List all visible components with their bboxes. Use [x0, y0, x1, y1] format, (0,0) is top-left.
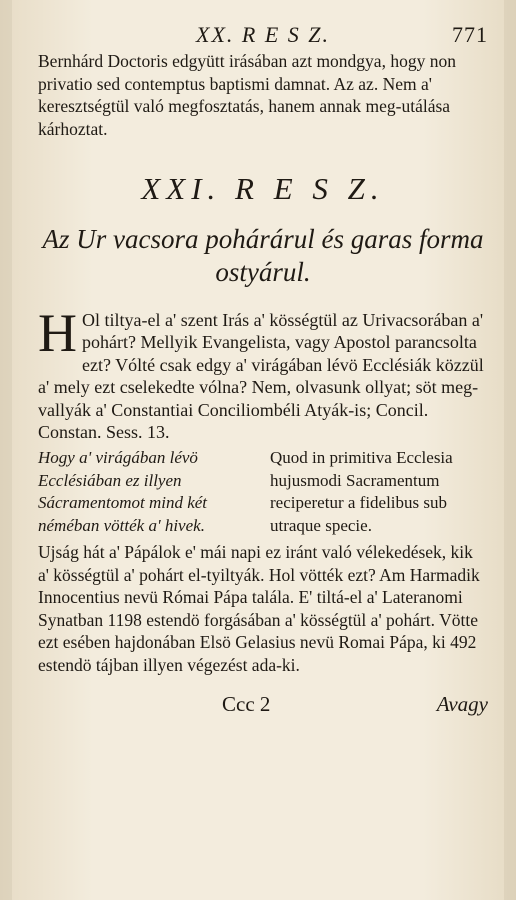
catchword: Avagy — [436, 692, 488, 717]
left-page-shadow — [0, 0, 12, 900]
chapter-title: XXI. R E S Z. — [141, 171, 385, 206]
page-content — [38, 22, 488, 720]
page-number: 771 — [452, 22, 488, 47]
main-text: Ol tiltya-el a' szent Irás a' kösségtül az Urivacsorában a' pohárt? Mellyik Evangelista, vagy Apostol parancsolta ezt? Vólté csak edgy a' virágában lévö Ecclésiák közzül a' mely ezt cselekedte vólna? Nem, olvasunk ollyat; söt meg-vallyák a' Constantiai Conciliombéli Atyák-is; Concil. Constan. Sess. 13. — [38, 310, 484, 443]
running-title: XX. R E S Z. — [196, 22, 330, 47]
bottom-paragraph: Ujság hát a' Pápálok e' mái napi ez iránt való vélekedések, kik a' kösségtül a' pohárt el-tyiltyák. Hol vötték ezt? Am Harmadik Innocentius nevü Római Pápa talála. E' tiltá-el a' Lateranomi Synatban 1198 estendö forgásában a' kösségtül a' pohárt. Vötte ezt esében hajdonában Elsö Gelasius nevü Romai Pápa, ki 492 estendö tájban illyen végezést ada-ki. — [38, 542, 480, 675]
main-text-block — [38, 303, 488, 443]
dropcap-letter: H — [38, 303, 77, 363]
page-header — [38, 22, 488, 50]
right-page-shadow — [504, 0, 516, 900]
page-footer — [38, 692, 488, 720]
signature-mark: Ccc 2 — [222, 692, 271, 717]
parallel-columns — [38, 447, 488, 537]
left-column-text: Hogy a' virágában lévö Ecclésiában ez illyen Sácramentomot mind két néméban vötték a' hivek. — [38, 448, 208, 535]
top-paragraph: Bernhárd Doctoris edgyütt irásában azt mondgya, hogy non privatio sed contemptus baptismi damnat. Az az. Nem a' keresztségtül való megfosztatás, hanem annak meg-utálása kárhoztat. — [38, 51, 456, 139]
chapter-subtitle: Az Ur vacsora pohárárul és garas forma ostyárul. — [42, 224, 484, 287]
right-column-text: Quod in primitiva Ecclesia hujusmodi Sacramentum reciperetur a fidelibus sub utraque specie. — [270, 448, 453, 535]
